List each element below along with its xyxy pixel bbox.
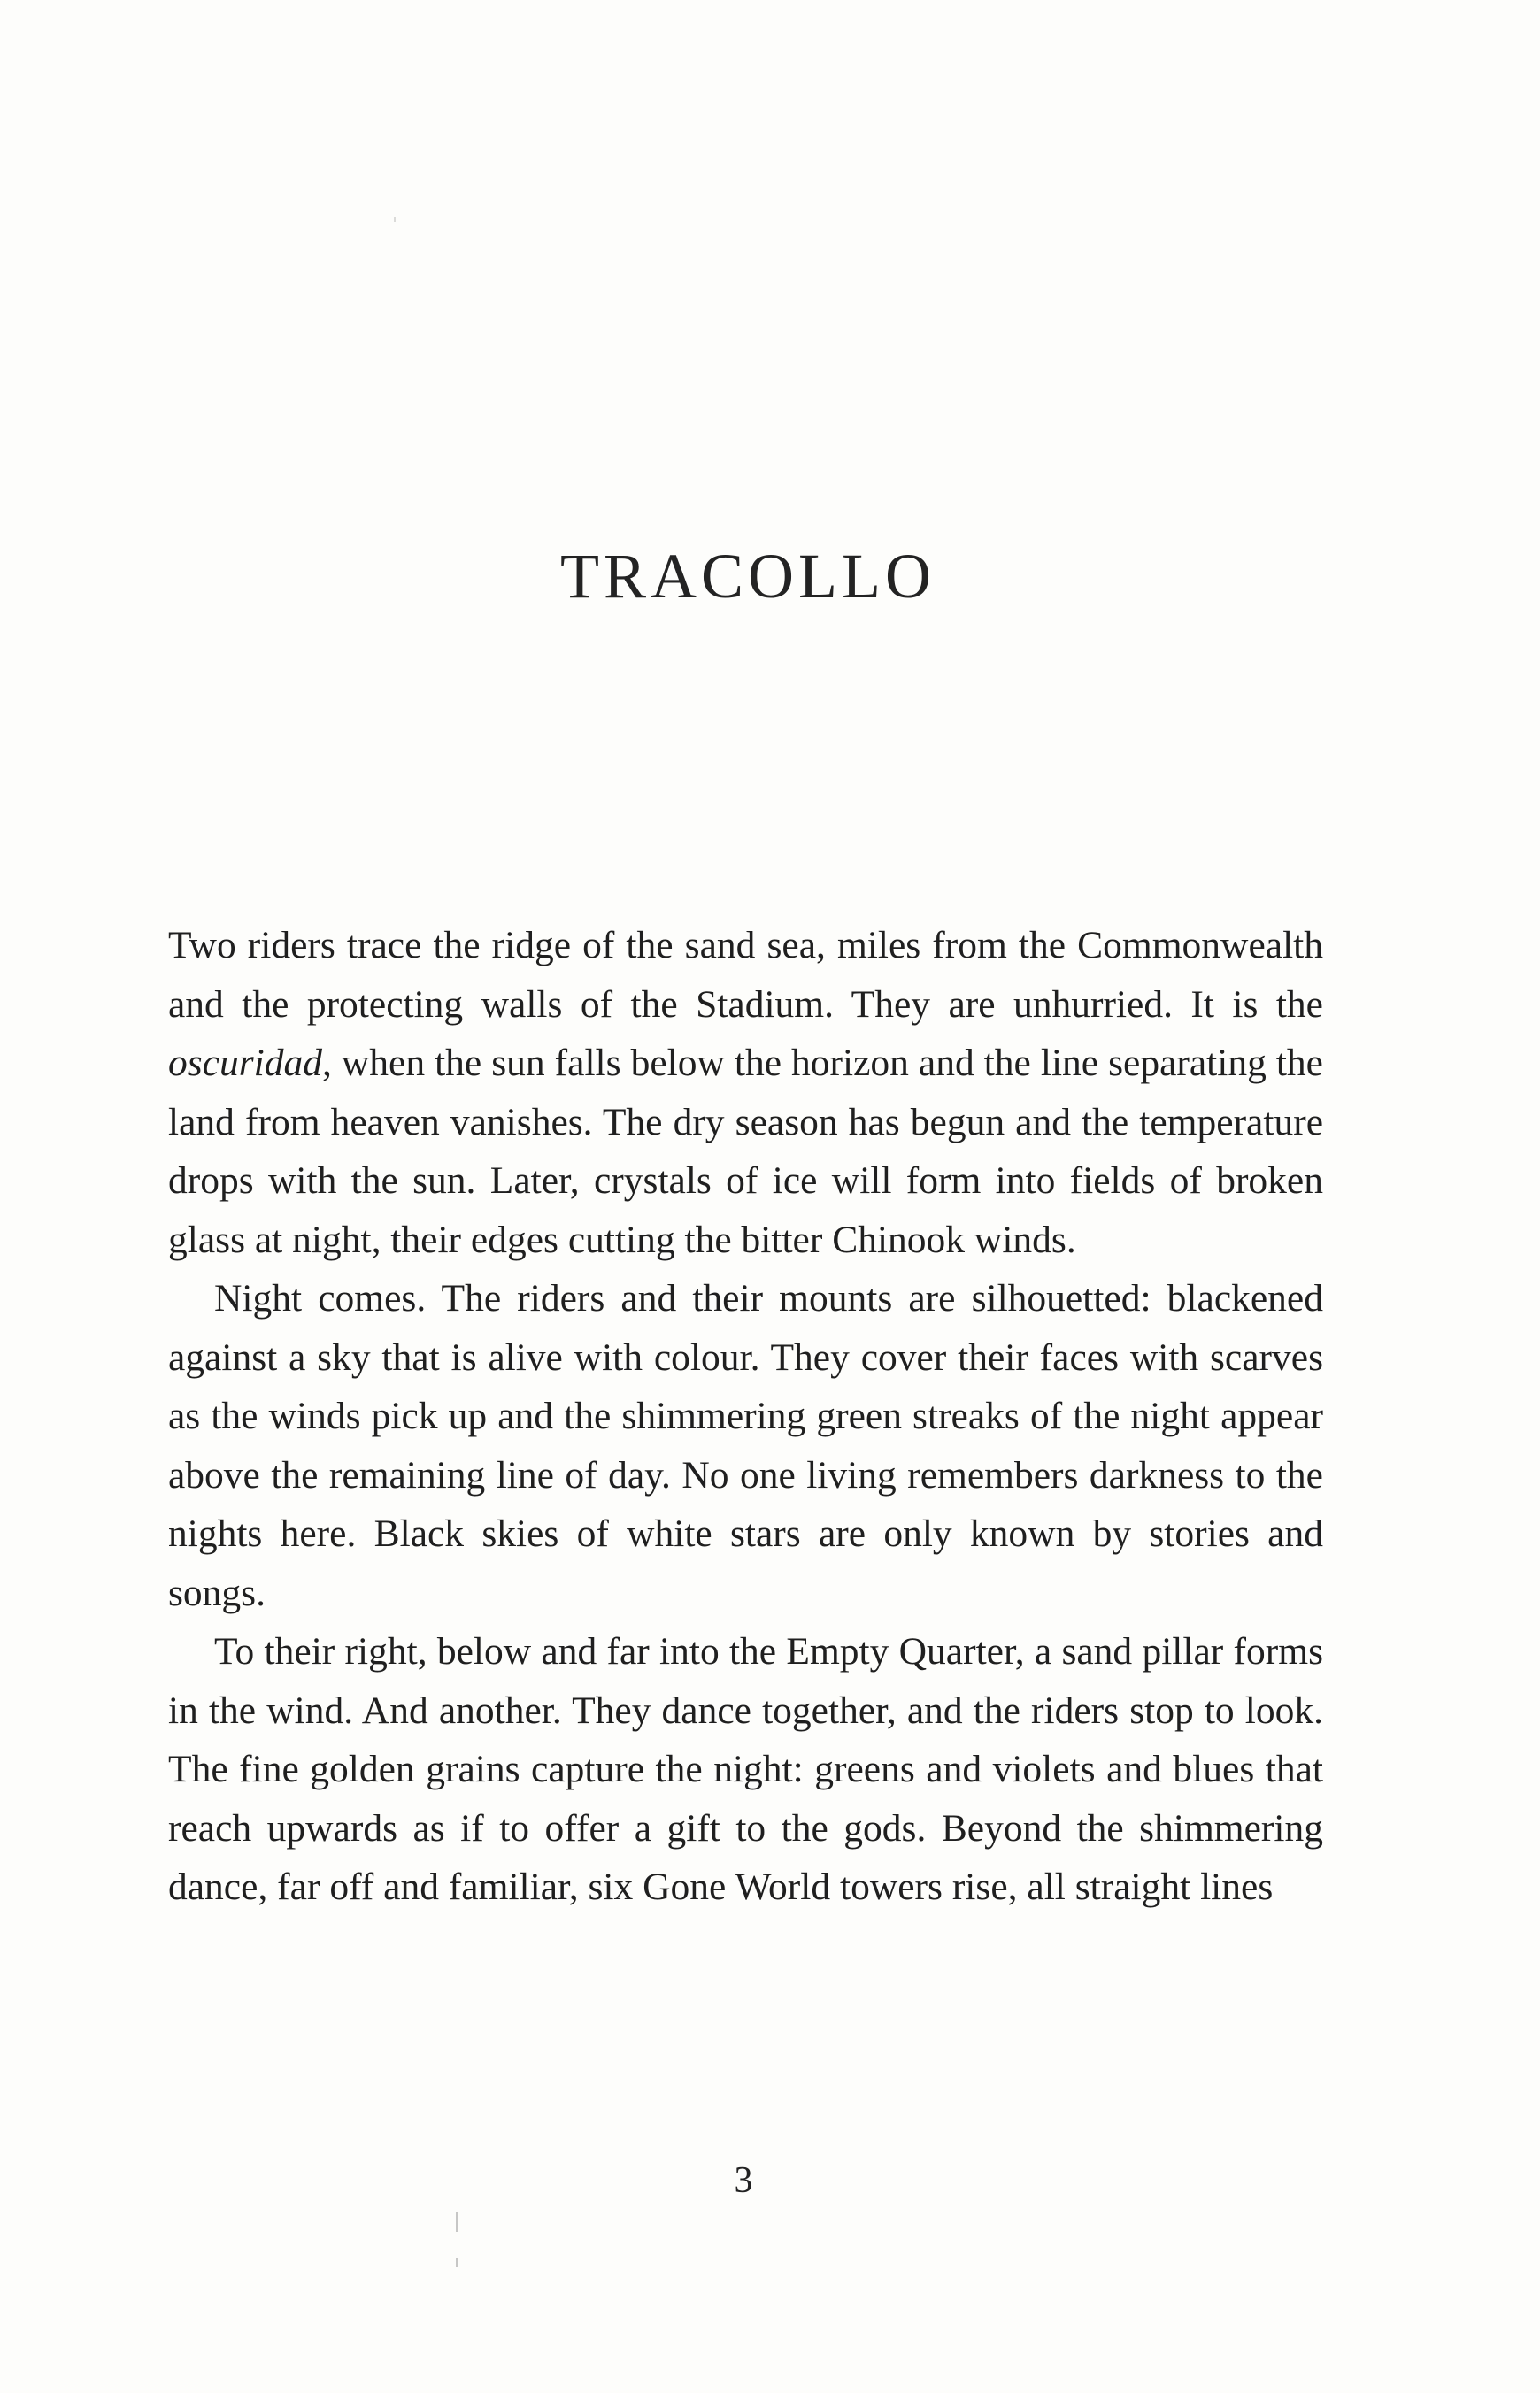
scan-mark — [456, 2212, 458, 2232]
paragraph-1-emphasis: oscuridad — [168, 1042, 322, 1084]
scan-mark — [456, 2258, 458, 2267]
paragraph-1-text-start: Two riders trace the ridge of the sand sea, miles from the Commonwealth and the protecting walls of the Stadium. They are unhurried. It is the — [168, 924, 1323, 1026]
paragraph-1-text-end: , when the sun falls below the horizon and the line separating the land from heaven vanishes. The dry season has begun and the temperature drops with the sun. Later, crystals of ice will form into fields of broken glass at night, their edges cutting the bitter Chinook winds. — [168, 1042, 1323, 1261]
paragraph-1 — [168, 916, 1323, 1269]
chapter-title: TRACOLLO — [560, 541, 936, 612]
body-text — [168, 916, 1323, 1917]
scan-mark — [394, 217, 396, 222]
paragraph-3: To their right, below and far into the Empty Quarter, a sand pillar forms in the wind. And another. They dance together, and the riders stop to look. The fine golden grains capture the night: greens and violets and blues that reach upwards as if to offer a gift to the gods. Beyond the shimmering dance, far off and familiar, six Gone World towers rise, all straight lines — [168, 1630, 1323, 1908]
paragraph-2: Night comes. The riders and their mounts are silhouetted: blackened against a sky that is alive with colour. They cover their faces with scarves as the winds pick up and the shimmering green streaks of the night appear above the remaining line of day. No one living remembers darkness to the nights here. Black skies of white stars are only known by stories and songs. — [168, 1277, 1323, 1614]
page-number: 3 — [734, 2160, 753, 2201]
